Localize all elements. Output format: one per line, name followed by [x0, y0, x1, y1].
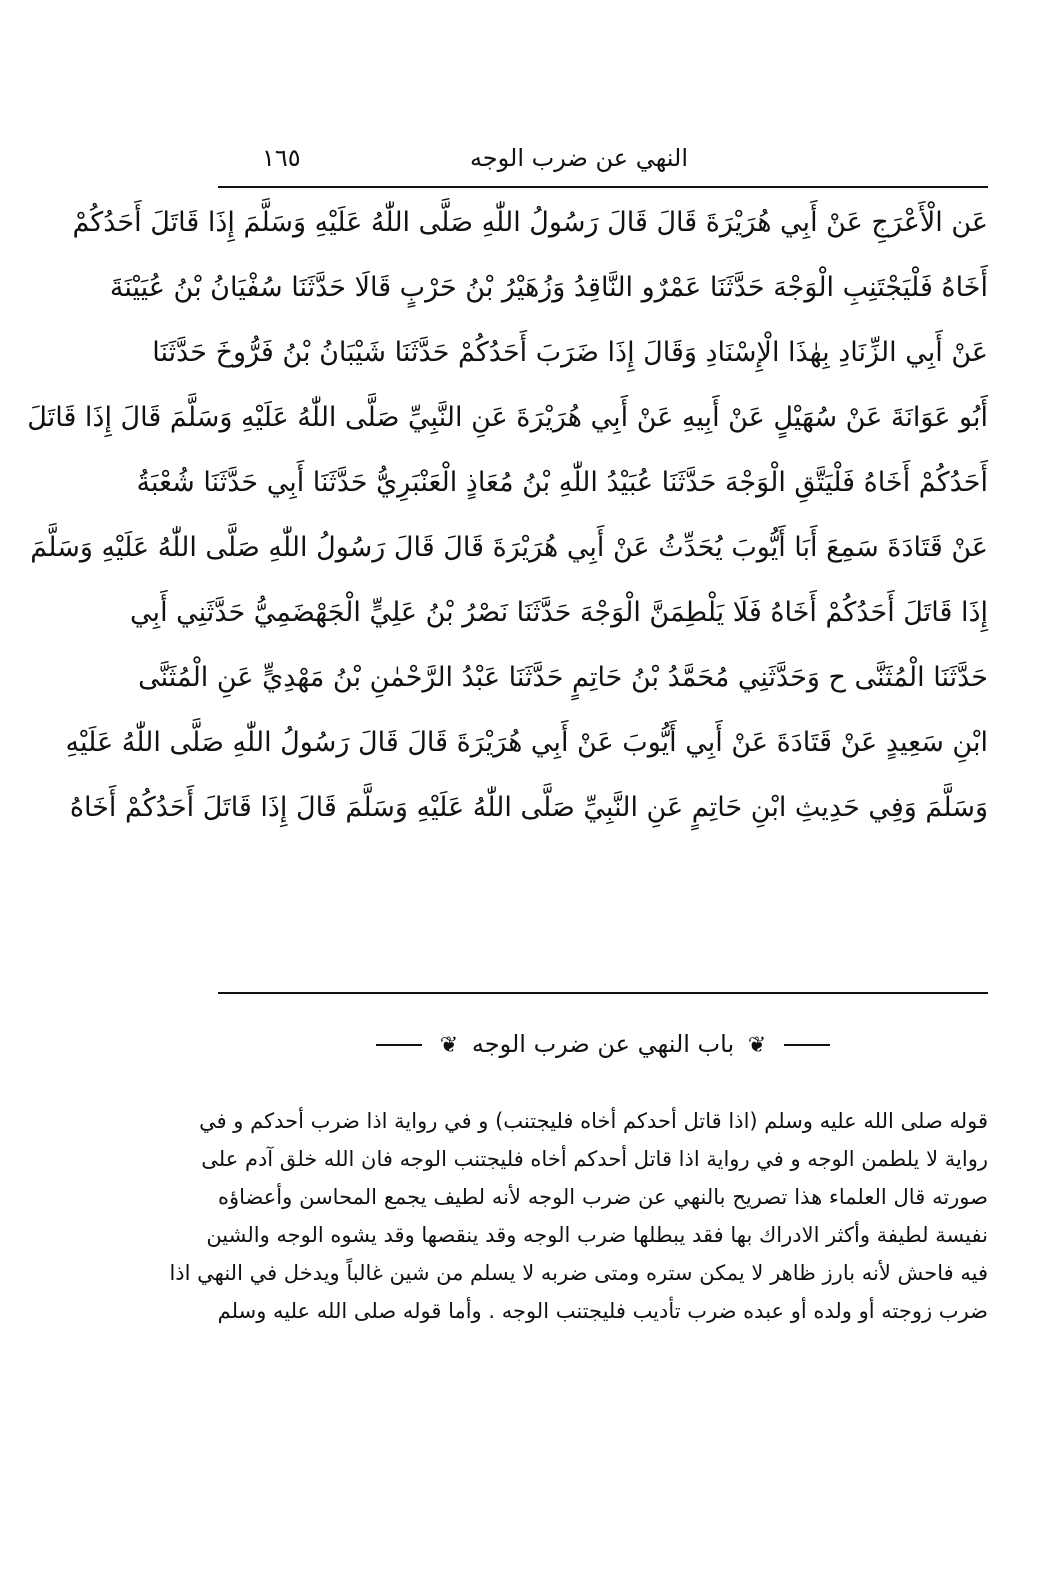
hadith-line: عَن الْأَعْرَجِ عَنْ أَبِي هُرَيْرَةَ قَالَ قَالَ رَسُولُ اللّٰهِ صَلَّى اللّٰهُ عَلَيْهِ وَسَلَّمَ إِذَا قَاتَلَ أَحَدُكُمْ: [72, 207, 988, 238]
hadith-line: ابْنِ سَعِيدٍ عَنْ قَتَادَةَ عَنْ أَبِي أَيُّوبَ عَنْ أَبِي هُرَيْرَةَ قَالَ قَالَ رَسُولُ اللّٰهِ صَلَّى اللّٰهُ عَلَيْهِ: [65, 727, 988, 758]
commentary-block: [169, 1102, 988, 1330]
page-number: ١٦٥: [262, 144, 301, 172]
commentary-line: صورته قال العلماء هذا تصريح بالنهي عن ضرب الوجه لأنه لطيف يجمع المحاسن وأعضاؤه: [218, 1185, 988, 1209]
commentary-line: فيه فاحش لأنه بارز ظاهر لا يمكن ستره ومتى ضربه لا يسلم من شين غالباً ويدخل في النهي اذا: [169, 1261, 988, 1285]
commentary-line: نفيسة لطيفة وأكثر الادراك بها فقد يبطلها ضرب الوجه وقد ينقصها وقد يشوه الوجه والشين: [206, 1223, 988, 1247]
hadith-line: عَنْ قَتَادَةَ سَمِعَ أَبَا أَيُّوبَ يُحَدِّثُ عَنْ أَبِي هُرَيْرَةَ قَالَ قَالَ رَسُولُ اللّٰهِ صَلَّى اللّٰهُ عَلَيْهِ وَسَلَّمَ: [30, 532, 988, 563]
hadith-text-block: [27, 192, 988, 842]
page-header: [218, 138, 988, 182]
chapter-title: باب النهي عن ضرب الوجه: [471, 1030, 735, 1058]
ornament-icon: ❦: [747, 1032, 767, 1058]
hadith-line: حَدَّثَنَا الْمُثَنَّى ح وَحَدَّثَنِي مُحَمَّدُ بْنُ حَاتِمٍ حَدَّثَنَا عَبْدُ الرَّحْمٰنِ بْنُ مَهْدِيٍّ عَنِ الْمُثَنَّى: [138, 662, 988, 693]
commentary-line: رواية لا يلطمن الوجه و في رواية اذا قاتل أحدكم أخاه فليجتنب الوجه فان الله خلق آدم على: [201, 1147, 988, 1171]
commentary-line: ضرب زوجته أو ولده أو عبده ضرب تأديب فليجتنب الوجه . وأما قوله صلى الله عليه وسلم: [217, 1299, 988, 1323]
commentary-line: قوله صلى الله عليه وسلم (اذا قاتل أحدكم أخاه فليجتنب) و في رواية اذا ضرب أحدكم و في: [199, 1109, 988, 1133]
chapter-heading: [218, 1030, 988, 1074]
hadith-line: أَخَاهُ فَلْيَجْتَنِبِ الْوَجْهَ حَدَّثَنَا عَمْرٌو النَّاقِدُ وَزُهَيْرُ بْنُ حَرْبٍ قَالَا حَدَّثَنَا سُفْيَانُ بْنُ عُيَيْنَةَ: [109, 272, 988, 303]
hadith-line: أَحَدُكُمْ أَخَاهُ فَلْيَتَّقِ الْوَجْهَ حَدَّثَنَا عُبَيْدُ اللّٰهِ بْنُ مُعَاذٍ الْعَنْبَرِيُّ حَدَّثَنَا أَبِي حَدَّثَنَا شُعْبَةُ: [136, 467, 988, 498]
hadith-line: أَبُو عَوَانَةَ عَنْ سُهَيْلٍ عَنْ أَبِيهِ عَنْ أَبِي هُرَيْرَةَ عَنِ النَّبِيِّ صَلَّى اللّٰهُ عَلَيْهِ وَسَلَّمَ قَالَ إِذَا قَاتَلَ: [27, 402, 988, 433]
header-divider: [218, 186, 988, 188]
running-title: النهي عن ضرب الوجه: [469, 144, 688, 172]
section-divider: [218, 992, 988, 994]
ornament-icon: ❦: [439, 1032, 459, 1058]
heading-dash-left: [784, 1044, 830, 1046]
hadith-line: وَسَلَّمَ وَفِي حَدِيثِ ابْنِ حَاتِمٍ عَنِ النَّبِيِّ صَلَّى اللّٰهُ عَلَيْهِ وَسَلَّمَ قَالَ إِذَا قَاتَلَ أَحَدُكُمْ أَخَاهُ: [69, 792, 988, 823]
heading-dash-right: [376, 1044, 422, 1046]
hadith-line: عَنْ أَبِي الزِّنَادِ بِهٰذَا الْإِسْنَادِ وَقَالَ إِذَا ضَرَبَ أَحَدُكُمْ حَدَّثَنَا شَيْبَانُ بْنُ فَرُّوخَ حَدَّثَنَا: [152, 337, 988, 368]
hadith-line: إِذَا قَاتَلَ أَحَدُكُمْ أَخَاهُ فَلَا يَلْطِمَنَّ الْوَجْهَ حَدَّثَنَا نَصْرُ بْنُ عَلِيٍّ الْجَهْضَمِيُّ حَدَّثَنِي أَبِي: [130, 597, 988, 628]
